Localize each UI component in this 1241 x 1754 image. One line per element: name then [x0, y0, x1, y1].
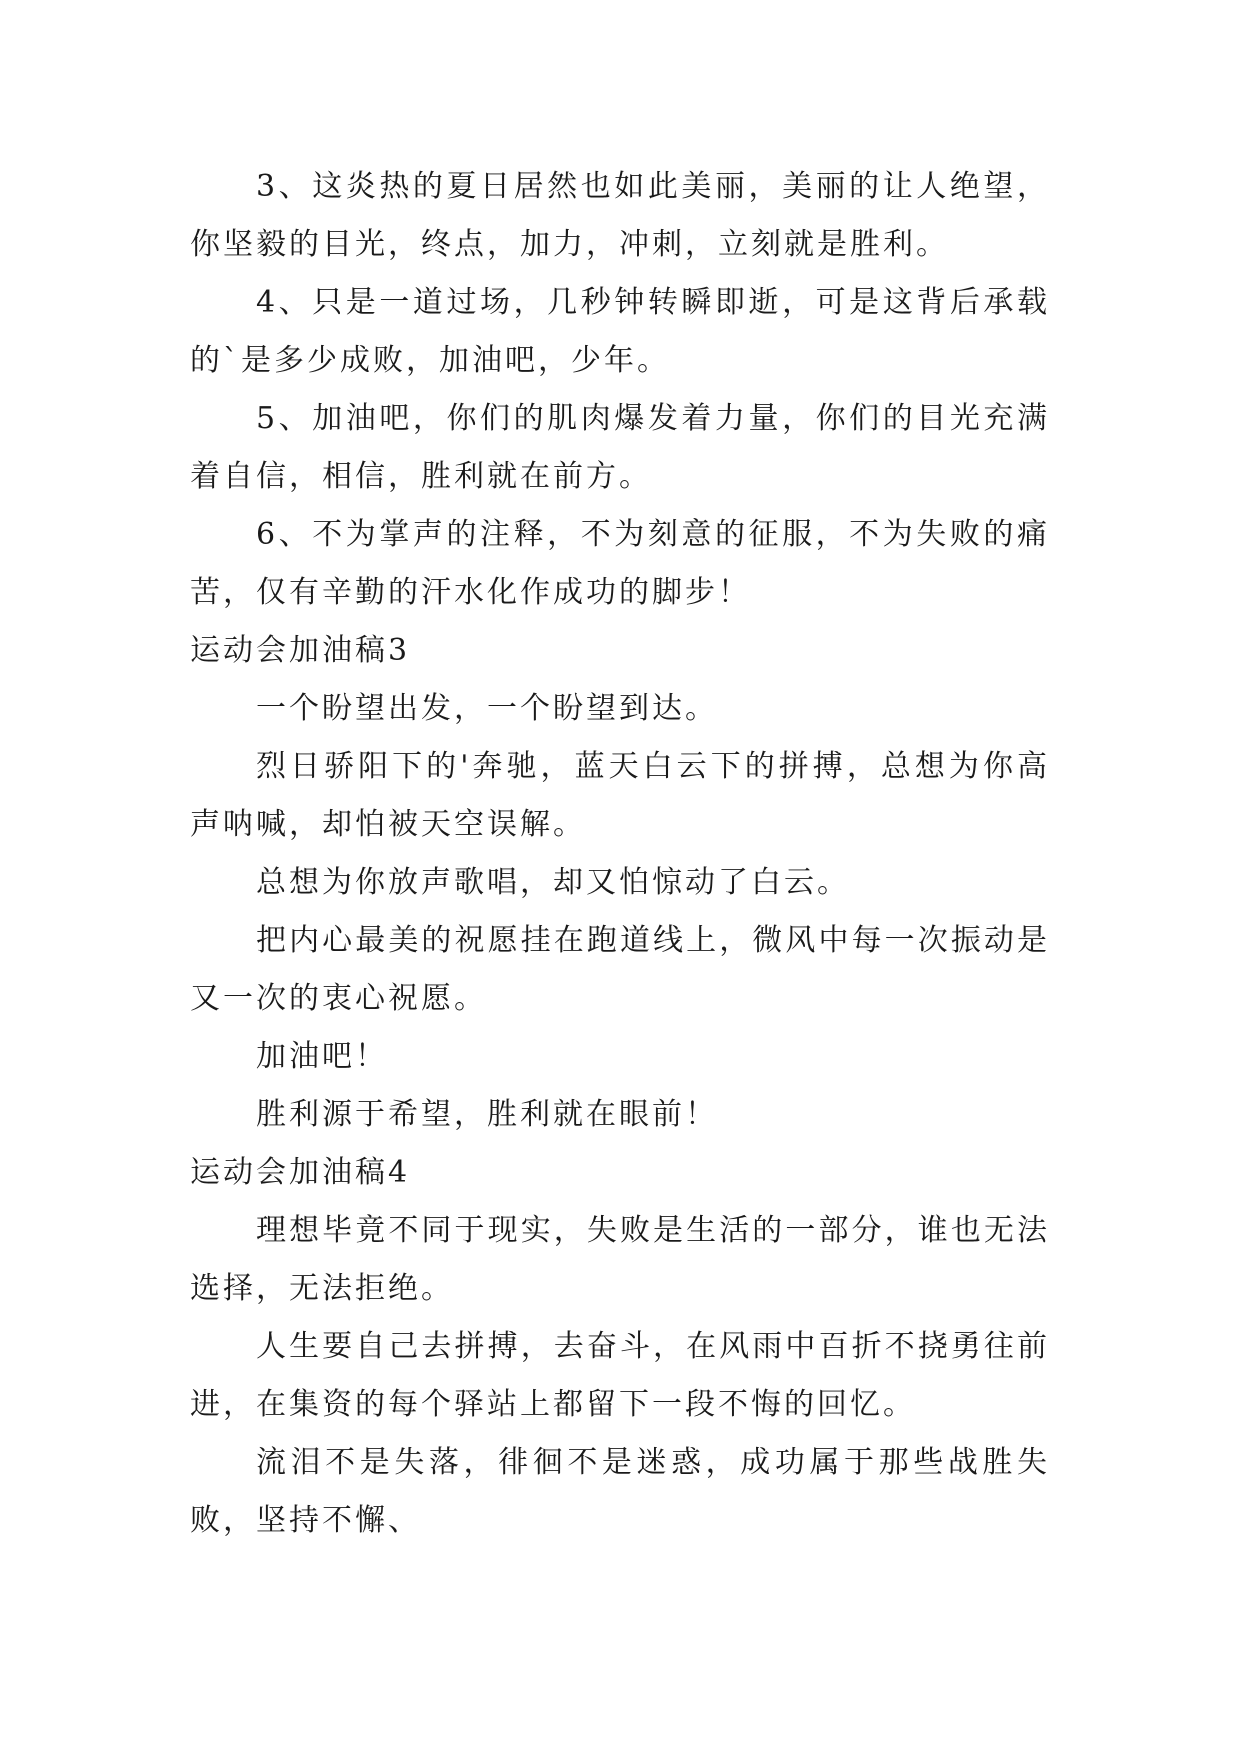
paragraph-item-4: 4、只是一道过场，几秒钟转瞬即逝，可是这背后承载的`是多少成败，加油吧，少年。 [190, 285, 1050, 378]
paragraph: 把内心最美的祝愿挂在跑道线上，微风中每一次振动是又一次的衷心祝愿。 [190, 923, 1050, 1016]
paragraph: 流泪不是失落，徘徊不是迷惑，成功属于那些战胜失败，坚持不懈、 [190, 1445, 1050, 1538]
paragraph: 一个盼望出发，一个盼望到达。 [256, 691, 718, 726]
section-heading-3: 运动会加油稿3 [190, 633, 411, 668]
paragraph: 人生要自己去拼搏，去奋斗，在风雨中百折不挠勇往前进，在集资的每个驿站上都留下一段不悔的回忆。 [190, 1329, 1050, 1422]
paragraph: 总想为你放声歌唱，却又怕惊动了白云。 [256, 865, 850, 900]
paragraph: 加油吧！ [256, 1039, 388, 1074]
document-body [190, 158, 1050, 1550]
paragraph-item-6: 6、不为掌声的注释，不为刻意的征服，不为失败的痛苦，仅有辛勤的汗水化作成功的脚步！ [190, 517, 1050, 610]
section-heading-4: 运动会加油稿4 [190, 1155, 411, 1190]
paragraph: 烈日骄阳下的'奔驰，蓝天白云下的拼搏，总想为你高声呐喊，却怕被天空误解。 [190, 749, 1050, 842]
paragraph-item-3: 3、这炎热的夏日居然也如此美丽，美丽的让人绝望，你坚毅的目光，终点，加力，冲刺，立刻就是胜利。 [190, 169, 1050, 262]
paragraph: 理想毕竟不同于现实，失败是生活的一部分，谁也无法选择，无法拒绝。 [190, 1213, 1050, 1306]
paragraph: 胜利源于希望，胜利就在眼前！ [256, 1097, 718, 1132]
paragraph-item-5: 5、加油吧，你们的肌肉爆发着力量，你们的目光充满着自信，相信，胜利就在前方。 [190, 401, 1050, 494]
